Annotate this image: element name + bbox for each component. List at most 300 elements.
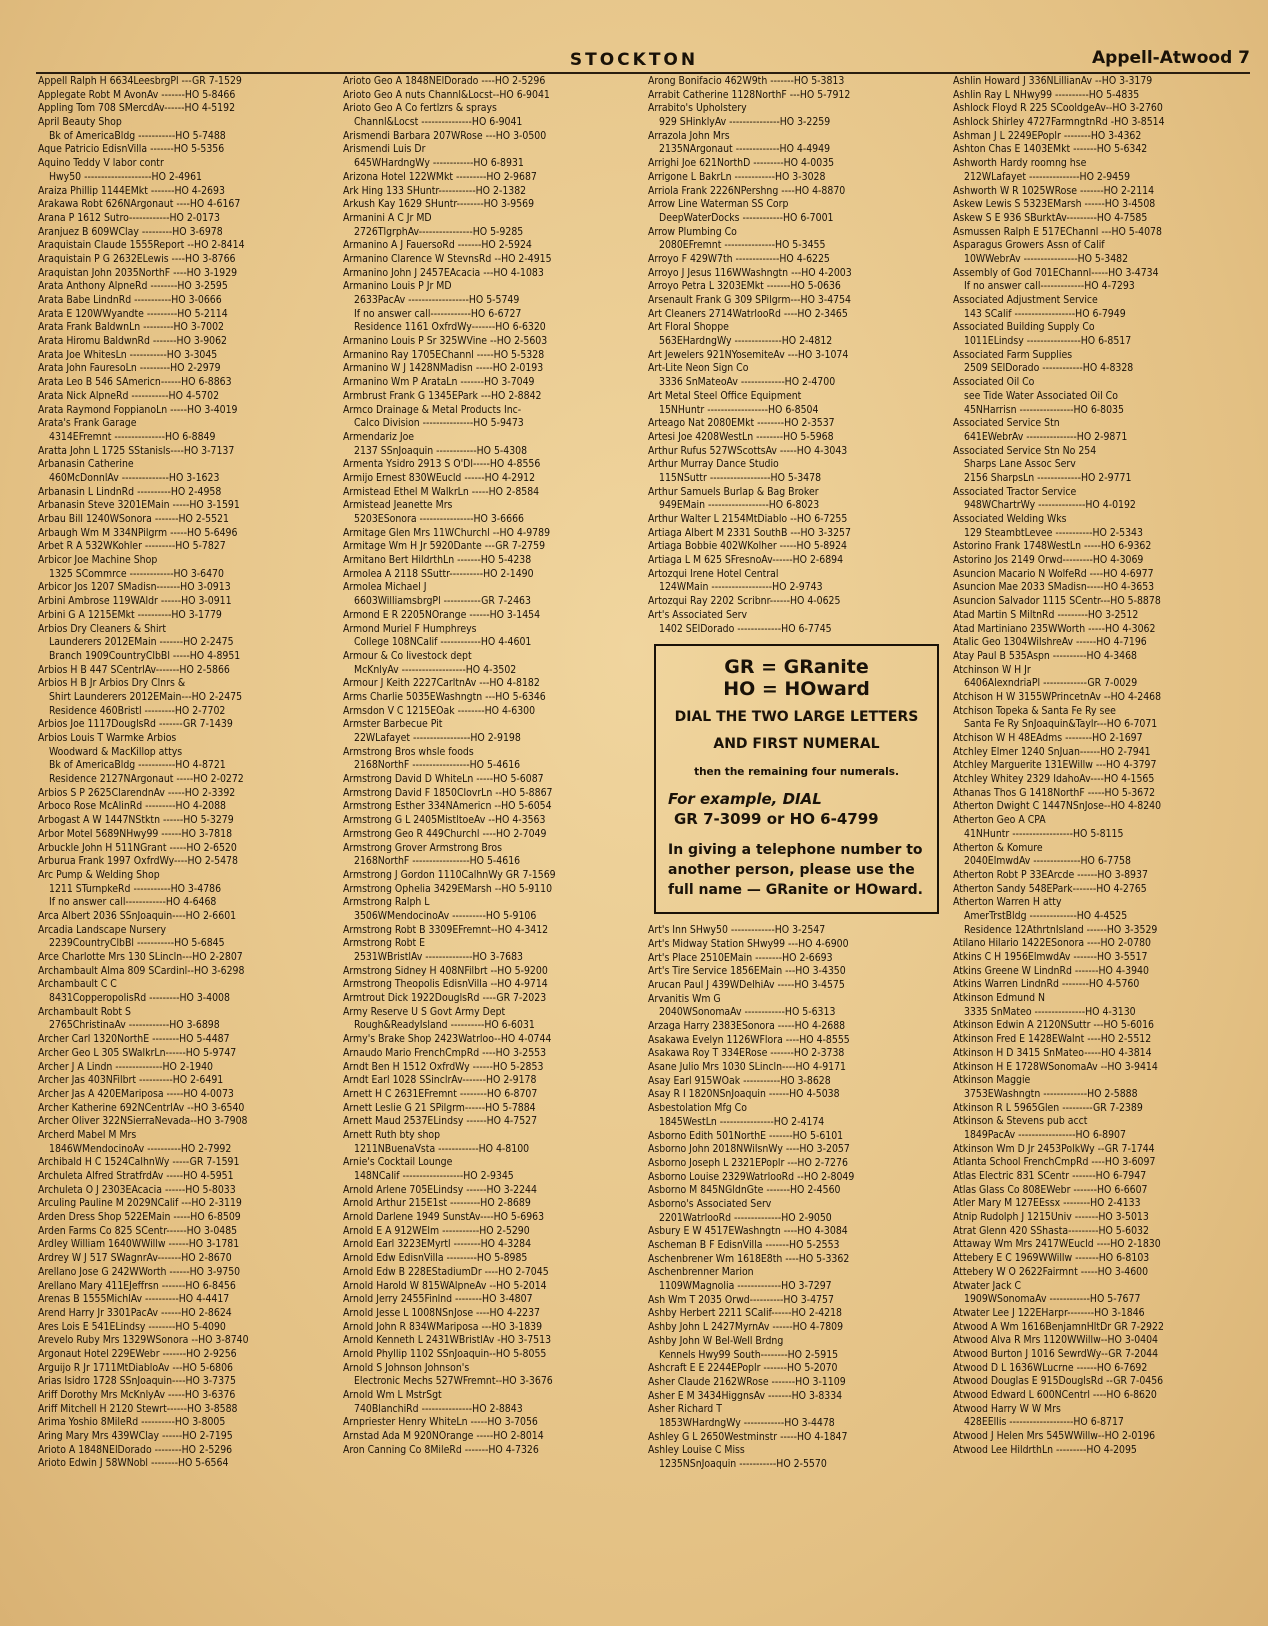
listing-entry: Arbios Dry Cleaners & Shirt	[38, 622, 167, 635]
listing-entry: Asbury E W 4517EWashngtn ----HO 4-3084	[648, 1225, 848, 1238]
listing-continuation: 1011ELindsy ----------------HO 6-8517	[964, 335, 1132, 348]
listing-continuation: 45NHarrisn ----------------HO 6-8035	[964, 403, 1124, 416]
listing-continuation: 929 SHinklyAv ---------------HO 3-2259	[659, 116, 831, 129]
listing-entry: Atkinson Wm D Jr 2453PolkWy --GR 7-1744	[953, 1142, 1155, 1155]
listing-entry: Archerd Mabel M Mrs	[38, 1128, 137, 1141]
listing-continuation: 1325 SCommrce -------------HO 3-6470	[49, 567, 224, 580]
listing-continuation: 2168NorthF -----------------HO 5-4616	[354, 759, 521, 772]
listing-entry: Armstrong Robt B 3309EFremnt--HO 4-3412	[343, 923, 549, 936]
listing-continuation: If no answer call-------------HO 4-7293	[964, 280, 1135, 293]
listing-entry: Arong Bonifacio 462W9th -------HO 5-3813	[648, 75, 845, 87]
listing-continuation: 2765ChristinaAv ------------HO 3-6898	[49, 1019, 220, 1032]
listing-continuation: McKnlyAv -------------------HO 4-3502	[354, 663, 517, 676]
listing-entry: Ashlock Shirley 4727FarmngtnRd -HO 3-8514	[953, 116, 1165, 129]
listing-entry: Associated Tractor Service	[953, 485, 1077, 498]
listing-entry: Artiaga Bobbie 402WKolher -----HO 5-8924	[648, 540, 848, 553]
listing-continuation: 1845WestLn ----------------HO 2-4174	[659, 1115, 825, 1128]
listing-continuation: see Tide Water Associated Oil Co	[964, 389, 1118, 402]
listing-entry: Atchley Whitey 2329 IdahoAv----HO 4-1565	[953, 773, 1155, 786]
city-title: STOCKTON	[569, 50, 699, 70]
listing-entry: Arden Dress Shop 522EMain -----HO 6-8509	[38, 1211, 241, 1224]
notice-example-label: For example, DIAL	[668, 790, 822, 809]
listing-continuation: 148NCalif ------------------HO 2-9345	[354, 1170, 514, 1182]
listing-entry: Armond Muriel F Humphreys	[343, 622, 477, 635]
listing-entry: Arnold Harold W 815WAlpneAv --HO 5-2014	[343, 1279, 547, 1292]
listing-entry: Arnold Kenneth L 2431WBristlAv -HO 3-7513	[343, 1334, 552, 1347]
listing-continuation: 1402 SElDorado -------------HO 6-7745	[659, 622, 832, 635]
listing-entry: Atchley Elmer 1240 SnJuan------HO 2-7941	[953, 745, 1151, 758]
listing-entry: Ashman J L 2249EPoplr --------HO 3-4362	[953, 129, 1142, 142]
listing-entry: Ashlock Floyd R 225 SCooldgeAv--HO 3-2760	[953, 102, 1163, 115]
listing-entry: Atrat Glenn 420 SShasta---------HO 5-6032	[953, 1224, 1149, 1237]
listing-continuation: 5203ESonora ----------------HO 3-6666	[354, 513, 524, 525]
listing-entry: Art-Lite Neon Sign Co	[648, 362, 749, 375]
listing-entry: Armstrong Geo R 449Churchl ----HO 2-7049	[343, 827, 547, 840]
listing-entry: Ariff Dorothy Mrs McKnlyAv -----HO 3-6376	[38, 1389, 236, 1401]
listing-entry: Arburua Frank 1997 OxfrdWy----HO 2-5478	[38, 855, 238, 868]
listing-entry: Asborno M 845NGldnGte -------HO 2-4560	[648, 1184, 841, 1197]
listing-continuation: Woodward & MacKillop attys	[49, 745, 183, 758]
listing-entry: Arismendi Barbara 207WRose ---HO 3-0500	[343, 129, 547, 142]
listing-entry: Atalic Geo 1304WilshreAv ------HO 4-7196	[953, 636, 1147, 649]
listing-entry: Atwood Alva R Mrs 1120WWillw--HO 3-0404	[953, 1334, 1158, 1347]
listing-continuation: 460McDonnlAv --------------HO 3-1623	[49, 471, 220, 484]
listing-entry: Arnpriester Henry WhiteLn -----HO 3-7056	[343, 1416, 538, 1429]
notice-giving-text: In giving a telephone number to another person, please use the full name — GRanite or HOward.	[668, 842, 923, 899]
listing-entry: Ark Hing 133 SHuntr-----------HO 2-1382	[343, 184, 527, 197]
notice-then: then the remaining four numerals.	[694, 766, 899, 779]
column-4	[953, 75, 1252, 1620]
listing-entry: Art's Inn SHwy50 -------------HO 3-2547	[648, 924, 826, 937]
listing-entry: Armond E R 2205NOrange ------HO 3-1454	[343, 608, 541, 621]
listing-entry: Araquistain P G 2632ELewis ----HO 3-8766	[38, 252, 236, 265]
listing-entry: Armanino Clarence W StevnsRd --HO 2-4915	[343, 252, 552, 265]
listing-entry: Arnold S Johnson Johnson's	[343, 1361, 470, 1374]
listing-continuation: 129 SteambtLevee -----------HO 2-5343	[964, 526, 1143, 539]
listing-continuation: 641EWebrAv ---------------HO 2-9871	[964, 430, 1128, 443]
listing-entry: Art Cleaners 2714WatrlooRd ----HO 2-3465	[648, 307, 848, 320]
listing-entry: Armistead Ethel M WalkrLn -----HO 2-8584	[343, 485, 540, 498]
listing-entry: Atwood A Wm 1616BenjamnHltDr GR 7-2922	[953, 1320, 1164, 1333]
listing-continuation: 2156 SharpsLn -------------HO 2-9771	[964, 471, 1132, 484]
listing-entry: Associated Farm Supplies	[953, 348, 1073, 361]
listing-entry: Archer Jas A 420EMariposa -----HO 4-0073	[38, 1087, 234, 1100]
listing-entry: Ashley Louise C Miss	[648, 1444, 745, 1457]
listing-entry: Associated Oil Co	[953, 376, 1035, 389]
listing-entry: Arrabito's Upholstery	[648, 102, 747, 115]
listing-entry: Ardrey W J 517 SWagnrAv-------HO 2-8670	[38, 1252, 232, 1265]
listing-entry: Arrabit Catherine 1128NorthF ---HO 5-7912	[648, 88, 851, 101]
listing-continuation: 2135NArgonaut -------------HO 4-4949	[659, 143, 831, 156]
listing-entry: Ashby Herbert 2211 SCalif------HO 2-4218	[648, 1307, 842, 1320]
listing-entry: Arteago Nat 2080EMkt --------HO 2-3537	[648, 417, 835, 430]
listing-entry: Arbios S P 2625ClarendnAv -----HO 2-3392	[38, 786, 236, 799]
listing-entry: Armstrong Grover Armstrong Bros	[343, 841, 502, 854]
listing-entry: Arthur Murray Dance Studio	[648, 458, 779, 471]
listing-continuation: 949EMain ------------------HO 6-8023	[659, 499, 820, 512]
listing-entry: Ash Wm T 2035 Orwd----------HO 3-4757	[648, 1293, 834, 1306]
listing-entry: Atherton Dwight C 1447NSnJose--HO 4-8240	[953, 800, 1162, 813]
listing-entry: Archambault Robt S	[38, 1005, 131, 1018]
listing-entry: Atkinson H E 1728WSonomaAv --HO 3-9414	[953, 1060, 1158, 1073]
listing-entry: Armsdon V C 1215EOak --------HO 4-6300	[343, 704, 536, 717]
listing-continuation: 948WChartrWy --------------HO 4-0192	[964, 499, 1136, 512]
listing-entry: Atay Paul B 535Aspn ----------HO 4-3468	[953, 649, 1138, 662]
listing-entry: Associated Service Stn	[953, 417, 1060, 430]
listing-entry: Armendariz Joe	[343, 430, 415, 443]
listing-entry: Astorino Jos 2149 Orwd---------HO 4-3069	[953, 554, 1144, 567]
listing-entry: Arata Raymond FoppianoLn -----HO 3-4019	[38, 403, 238, 416]
listing-entry: Archuleta Alfred StratfrdAv -----HO 4-5951	[38, 1170, 234, 1182]
listing-entry: Atwood Harry W W Mrs	[953, 1402, 1061, 1415]
listing-entry: Arizona Hotel 122WMkt ---------HO 2-9687	[343, 170, 537, 183]
listing-entry: Arevelo Ruby Mrs 1329WSonora --HO 3-8740	[38, 1334, 249, 1347]
listing-entry: Arbanasin Steve 3201EMain -----HO 3-1591	[38, 499, 240, 512]
listing-entry: Arioto Geo A nuts Channl&Locst--HO 6-9041	[343, 88, 550, 101]
listing-entry: Arnold Arthur 215E1st ---------HO 2-8689	[343, 1197, 531, 1210]
listing-entry: Armstrong David D WhiteLn -----HO 5-6087	[343, 773, 544, 786]
listing-continuation: 2040WSonomaAv ------------HO 5-6313	[659, 1006, 836, 1019]
listing-entry: Arnold Edw EdisnVilla ---------HO 5-8985	[343, 1252, 528, 1265]
listing-entry: Artozqui Irene Hotel Central	[648, 567, 779, 580]
listing-entry: Aratta John L 1725 SStanisls----HO 3-7137	[38, 444, 235, 457]
listing-entry: Archambault C C	[38, 978, 117, 991]
listing-continuation: AmerTrstBldg --------------HO 4-4525	[964, 909, 1128, 922]
listing-entry: Arndt Ben H 1512 OxfrdWy ------HO 5-2853	[343, 1060, 544, 1073]
listing-entry: Arismendi Luis Dr	[343, 143, 426, 156]
listing-entry: Atkinson & Stevens pub acct	[953, 1115, 1088, 1128]
listing-entry: Atchison Topeka & Santa Fe Ry see	[953, 704, 1116, 717]
listing-entry: Asborno John 2018NWilsnWy ----HO 3-2057	[648, 1143, 850, 1156]
listing-entry: Atchison H W 3155WPrincetnAv --HO 4-2468	[953, 690, 1162, 703]
listing-entry: Asborno Louise 2329WatrlooRd --HO 2-8049	[648, 1170, 855, 1183]
listing-entry: Arculing Pauline M 2029NCalif ---HO 2-3119	[38, 1197, 242, 1210]
listing-continuation: Residence 1161 OxfrdWy-------HO 6-6320	[354, 321, 546, 334]
listing-entry: Ares Lois E 541ELindsy --------HO 5-4090	[38, 1320, 226, 1333]
listing-continuation: College 108NCalif ------------HO 4-4601	[354, 636, 532, 649]
listing-entry: Arbios H B 447 SCentrlAv-------HO 2-5866	[38, 663, 230, 676]
listing-entry: Atkinson R L 5965Glen ---------GR 7-2389	[953, 1101, 1143, 1114]
listing-continuation: Residence 460Bristl ---------HO 2-7702	[49, 704, 226, 717]
listing-entry: Aschenbrener Wm 1618E8th ----HO 5-3362	[648, 1252, 850, 1265]
listing-entry: Armanino A J FauersoRd -------HO 2-5924	[343, 239, 532, 252]
listing-entry: Atherton Robt P 33EArcde ------HO 3-8937	[953, 868, 1148, 881]
listing-continuation: 563EHardngWy --------------HO 2-4812	[659, 335, 833, 348]
column-3-bottom	[648, 924, 947, 1472]
listing-entry: Assembly of God 701EChannl-----HO 3-4734	[953, 266, 1159, 279]
listing-entry: Aron Canning Co 8MileRd -------HO 4-7326	[343, 1443, 539, 1456]
listing-entry: Associated Adjustment Service	[953, 294, 1098, 306]
listing-entry: Atwater Jack C	[953, 1279, 1022, 1292]
listing-entry: Arellano Mary 411EJeffrsn -------HO 6-8456	[38, 1279, 236, 1292]
listing-entry: Arsenault Frank G 309 SPilgrm---HO 3-4754	[648, 294, 852, 306]
listing-continuation: 2080EFremnt ---------------HO 5-3455	[659, 239, 826, 252]
listing-continuation: 2168NorthF -----------------HO 5-4616	[354, 855, 521, 868]
listing-entry: Armistead Jeanette Mrs	[343, 499, 453, 512]
listing-entry: Arana P 1612 Sutro------------HO 2-0173	[38, 211, 220, 224]
listing-entry: Arnold Jesse L 1008NSnJose ----HO 4-2237	[343, 1306, 541, 1319]
listing-entry: Arce Charlotte Mrs 130 SLincln---HO 2-2807	[38, 951, 243, 963]
listing-entry: Arguijo R Jr 1711MtDiabloAv ---HO 5-6806	[38, 1361, 233, 1374]
listing-entry: Argonaut Hotel 229EWebr -------HO 2-9256	[38, 1347, 237, 1360]
listing-entry: Arata Babe LindnRd -----------HO 3-0666	[38, 294, 222, 306]
listing-entry: Attebery E C 1969WWillw -------HO 6-8103	[953, 1252, 1150, 1265]
listing-entry: Arthur Rufus 527WScottsAv -----HO 4-3043	[648, 444, 848, 457]
listing-entry: Arbini G A 1215EMkt ----------HO 3-1779	[38, 608, 222, 621]
listing-entry: Arc Pump & Welding Shop	[38, 868, 160, 881]
listing-entry: Arata's Frank Garage	[38, 417, 137, 430]
listing-entry: Arata John FauresoLn ---------HO 2-2979	[38, 362, 221, 375]
listing-entry: Arioto Geo A 1848NElDorado ----HO 2-5296	[343, 75, 546, 87]
listing-entry: Arnold Wm L MstrSgt	[343, 1389, 442, 1401]
listing-entry: Armitano Bert HildrthLn -------HO 5-4238	[343, 554, 532, 567]
listing-entry: Archambault Alma 809 SCardinl--HO 3-6298	[38, 964, 245, 977]
listing-entry: Arnold Jerry 2455Finlnd --------HO 3-4807	[343, 1293, 533, 1306]
listing-entry: Atwater Lee J 122EHarpr--------HO 3-1846	[953, 1306, 1145, 1319]
listing-entry: Arden Farms Co 825 SCentr------HO 3-0485	[38, 1224, 238, 1237]
listing-entry: Armbrust Frank G 1345EPark ---HO 2-8842	[343, 389, 542, 402]
listing-entry: Atkinson Edwin A 2120NSuttr ---HO 5-6016	[953, 1019, 1154, 1032]
listing-entry: Ashlin Ray L NHwy99 ----------HO 5-4835	[953, 88, 1140, 101]
listing-entry: Atherton Warren H atty	[953, 896, 1062, 909]
listing-entry: Arroyo J Jesus 116WWashngtn ---HO 4-2003	[648, 266, 852, 279]
listing-entry: Arroyo Petra L 3203EMkt -------HO 5-0636	[648, 280, 841, 293]
listing-continuation: Bk of AmericaBldg -----------HO 4-8721	[49, 759, 226, 772]
listing-entry: Ashworth W R 1025WRose -------HO 2-2114	[953, 184, 1155, 197]
listing-entry: Atkinson Maggie	[953, 1074, 1031, 1087]
column-1	[38, 75, 337, 1620]
listing-entry: Atler Mary M 127EEssx --------HO 2-4133	[953, 1197, 1141, 1210]
column-2	[343, 75, 642, 1620]
listing-continuation: 10WWebrAv ----------------HO 5-3482	[964, 252, 1129, 265]
listing-entry: Arrow Plumbing Co	[648, 225, 737, 238]
listing-entry: Asher E M 3434HiggnsAv -------HO 3-8334	[648, 1389, 843, 1402]
listing-entry: Arriola Frank 2226NPershng ----HO 4-8870	[648, 184, 846, 197]
listing-entry: Arata Hiromu BaldwnRd -------HO 3-9062	[38, 335, 228, 348]
listing-entry: Atkinson Edmund N	[953, 992, 1045, 1005]
listing-entry: Arima Yoshio 8MileRd ----------HO 3-8005	[38, 1416, 226, 1429]
listing-entry: Arnaudo Mario FrenchCmpRd ----HO 3-2553	[343, 1046, 547, 1059]
listing-entry: Arbau Bill 1240WSonora -------HO 2-5521	[38, 513, 229, 525]
listing-continuation: Santa Fe Ry SnJoaquin&Taylr---HO 6-7071	[964, 718, 1158, 731]
listing-entry: Asuncion Mae 2033 SMadisn-----HO 4-3653	[953, 581, 1155, 594]
listing-entry: Ashworth Hardy roomng hse	[953, 157, 1087, 170]
notice-dial-line-1: DIAL THE TWO LARGE LETTERS	[674, 709, 919, 726]
listing-entry: Aquino Teddy V labor contr	[38, 157, 164, 170]
listing-entry: Atwood Lee HildrthLn ---------HO 4-2095	[953, 1443, 1137, 1456]
listing-entry: Arcadia Landscape Nursery	[38, 923, 167, 936]
listing-entry: Appell Ralph H 6634LeesbrgPl ---GR 7-1529	[38, 75, 242, 87]
listing-entry: Armanino John J 2457EAcacia ---HO 4-1083	[343, 266, 544, 279]
listing-entry: Art Jewelers 921NYosemiteAv ---HO 3-1074	[648, 348, 849, 361]
listing-entry: Asher Claude 2162WRose -------HO 3-1109	[648, 1375, 846, 1388]
listing-entry: Asuncion Macario N WolfeRd ----HO 4-6977	[953, 567, 1154, 580]
listing-entry: Associated Welding Wks	[953, 513, 1067, 525]
listing-entry: Arthur Walter L 2154MtDiablo --HO 6-7255	[648, 513, 848, 525]
listing-entry: Atherton Sandy 548EPark-------HO 4-2765	[953, 882, 1147, 895]
listing-continuation: 6603WilliamsbrgPl -----------GR 7-2463	[354, 595, 531, 608]
listing-entry: Asbestolation Mfg Co	[648, 1102, 747, 1115]
listing-entry: Atwood D L 1636WLucrne ------HO 6-7692	[953, 1361, 1148, 1374]
listing-continuation: Calco Division ---------------HO 5-9473	[354, 417, 524, 430]
listing-entry: Aranjuez B 609WClay ---------HO 3-6978	[38, 225, 223, 238]
listing-entry: Asay Earl 915WOak -----------HO 3-8628	[648, 1074, 831, 1087]
listing-entry: Arndt Earl 1028 SSinclrAv-------HO 2-9178	[343, 1074, 537, 1087]
listing-entry: Arrow Line Waterman SS Corp	[648, 198, 789, 211]
listing-entry: Asher Richard T	[648, 1403, 722, 1416]
listing-entry: Art's Tire Service 1856EMain ---HO 3-4350	[648, 965, 846, 978]
listing-entry: Armster Barbecue Pit	[343, 718, 443, 731]
listing-continuation: 124WMain ------------------HO 2-9743	[659, 581, 823, 594]
listing-entry: Ardley William 1640WWillw ------HO 3-1781	[38, 1238, 240, 1251]
column-3	[648, 75, 947, 1620]
listing-entry: Atad Martiniano 235WWorth -----HO 4-3062	[953, 622, 1156, 635]
listing-entry: Arnett Leslie G 21 SPilgrm------HO 5-7884	[343, 1101, 536, 1114]
listing-entry: Atchinson W H Jr	[953, 663, 1031, 676]
listing-entry: Army's Brake Shop 2423Watrloo--HO 4-0744	[343, 1033, 552, 1046]
listing-continuation: 8431CopperopolisRd ---------HO 3-4008	[49, 992, 230, 1005]
listing-continuation: 1909WSonomaAv ------------HO 5-7677	[964, 1293, 1141, 1306]
listing-entry: Arias Isidro 1728 SSnJoaquin----HO 3-7375	[38, 1375, 236, 1388]
listing-entry: Arata Leo B 546 SAmericn------HO 6-8863	[38, 376, 232, 389]
listing-continuation: 2509 SElDorado ------------HO 4-8328	[964, 362, 1134, 375]
listing-entry: Archuleta O J 2303EAcacia ------HO 5-8033	[38, 1183, 236, 1196]
listing-entry: Armanino Wm P ArataLn -------HO 3-7049	[343, 376, 535, 389]
listing-entry: Atkins C H 1956ElmwdAv -------HO 3-5517	[953, 951, 1148, 963]
listing-entry: Armstrong Ralph L	[343, 896, 430, 909]
listing-continuation: Launderers 2012EMain -------HO 2-2475	[49, 636, 234, 649]
listing-entry: Arbaugh Wm M 334NPilgrm -----HO 5-6496	[38, 526, 238, 539]
listing-entry: Arend Harry Jr 3301PacAv ------HO 2-8624	[38, 1306, 232, 1319]
listing-entry: Armolea A 2118 SSuttr----------HO 2-1490	[343, 567, 534, 580]
listing-entry: Atkins Warren LindnRd --------HO 4-5760	[953, 978, 1140, 991]
notice-howard: HO = HOward	[723, 678, 870, 701]
listing-entry: Arnstad Ada M 920NOrange -----HO 2-8014	[343, 1430, 544, 1443]
listing-entry: Arboco Rose McAlinRd ---------HO 4-2088	[38, 800, 226, 813]
listing-entry: Armenta Ysidro 2913 S O'Dl-----HO 4-8556	[343, 458, 541, 471]
listing-continuation: 1211 STurnpkeRd -----------HO 3-4786	[49, 882, 222, 895]
listing-continuation: 3506WMendocinoAv ----------HO 5-9106	[354, 909, 537, 922]
listing-entry: Armanini A C Jr MD	[343, 211, 432, 224]
listing-entry: April Beauty Shop	[38, 116, 122, 129]
listing-entry: Ashley G L 2650Westminstr -----HO 4-1847	[648, 1430, 848, 1443]
listing-entry: Associated Building Supply Co	[953, 321, 1095, 334]
listing-entry: Archibald H C 1524CalhnWy -----GR 7-1591	[38, 1156, 240, 1169]
listing-entry: Askew S E 936 SBurktAv---------HO 4-7585	[953, 211, 1148, 224]
listing-entry: Arnold Phyllip 1102 SSnJoaquin--HO 5-8055	[343, 1347, 547, 1360]
listing-entry: Arbuckle John H 511NGrant -----HO 2-6520	[38, 841, 237, 854]
listing-entry: Armstrong Sidney H 408NFilbrt --HO 5-9200	[343, 964, 548, 977]
listing-entry: Arnett H C 2631EFremnt --------HO 6-8707	[343, 1087, 538, 1100]
listing-entry: Araquistan John 2035NorthF ----HO 3-1929	[38, 266, 238, 279]
listing-entry: Ashby John W Bel-Well Brdng	[648, 1334, 784, 1347]
listing-entry: Attebery W O 2622Fairmnt -----HO 3-4600	[953, 1265, 1149, 1278]
listing-entry: Armanino Louis P Jr MD	[343, 280, 452, 293]
listing-entry: Asborno's Associated Serv	[648, 1197, 772, 1210]
listing-continuation: 1853WHardngWy ------------HO 3-4478	[659, 1416, 835, 1429]
listing-entry: Astorino Frank 1748WestLn -----HO 6-9362	[953, 540, 1152, 553]
column-3-top	[648, 75, 947, 636]
listing-entry: Arbios H B Jr Arbios Dry Clnrs &	[38, 677, 186, 690]
listing-entry: Arbicor Jos 1207 SMadisn-------HO 3-0913	[38, 581, 231, 594]
listing-entry: Araiza Phillip 1144EMkt -------HO 4-2693	[38, 184, 225, 197]
listing-entry: Arnold Earl 3223EMyrtl --------HO 4-3284	[343, 1238, 532, 1251]
listing-entry: Armstrong Theopolis EdisnVilla --HO 4-9714	[343, 978, 548, 991]
listing-entry: Art Floral Shoppe	[648, 321, 729, 334]
listing-entry: Arbanasin L LindnRd ----------HO 2-4958	[38, 485, 222, 498]
listing-entry: Arzaga Harry 2383ESonora -----HO 4-2688	[648, 1020, 846, 1032]
listing-continuation: Channl&Locst ---------------HO 6-9041	[354, 116, 523, 129]
listing-entry: Athanas Thos G 1418NorthF -----HO 5-3672	[953, 786, 1156, 799]
listing-continuation: 212WLafayet ---------------HO 2-9459	[964, 170, 1131, 183]
listing-entry: Arakawa Robt 626NArgonaut ----HO 4-6167	[38, 198, 241, 211]
listing-entry: Armstrong Ophelia 3429EMarsh --HO 5-9110	[343, 882, 553, 895]
listing-entry: Ashcraft E E 2244EPoplr -------HO 5-2070	[648, 1362, 838, 1375]
listing-continuation: 2239CountryClbBl -----------HO 5-6845	[49, 937, 225, 950]
listing-entry: Arata Frank BaldwnLn ---------HO 3-7002	[38, 321, 224, 334]
listing-entry: Armijo Ernest 830WEucld ------HO 4-2912	[343, 471, 536, 484]
listing-entry: Art's Place 2510EMain --------HO 2-6693	[648, 951, 833, 964]
listing-continuation: 143 SCalif ------------------HO 6-7949	[964, 307, 1126, 320]
listing-entry: Asakawa Roy T 334ERose -------HO 2-3738	[648, 1047, 845, 1060]
header-rule	[36, 72, 1250, 74]
listing-entry: Ashby John L 2427MyrnAv ------HO 4-7809	[648, 1321, 844, 1334]
listing-continuation: 1849PacAv -----------------HO 6-8907	[964, 1128, 1126, 1141]
listing-continuation: Bk of AmericaBldg -----------HO 5-7488	[49, 129, 226, 142]
listing-entry: Asborno Edith 501NorthE -------HO 5-6101	[648, 1129, 844, 1142]
listing-entry: Armstrong Robt E	[343, 937, 426, 950]
listing-entry: Atherton Geo A CPA	[953, 814, 1046, 827]
listing-entry: Aschenbrenner Marion	[648, 1266, 754, 1279]
listing-entry: Atwood J Helen Mrs 545WWillw--HO 2-0196	[953, 1430, 1156, 1443]
listing-entry: Atchison W H 48EAdms --------HO 2-1697	[953, 732, 1143, 744]
listing-entry: Asane Julio Mrs 1030 SLincln----HO 4-9171	[648, 1061, 846, 1074]
listing-entry: Arbet R A 532WKohler ---------HO 5-7827	[38, 540, 226, 553]
listing-entry: Armstrong Bros whsle foods	[343, 745, 474, 758]
listing-entry: Archer Jas 403NFilbrt ----------HO 2-6491	[38, 1074, 224, 1087]
listing-continuation: Rough&ReadyIsland ----------HO 6-6031	[354, 1019, 535, 1032]
listing-entry: Arbanasin Catherine	[38, 458, 134, 471]
listing-entry: Asparagus Growers Assn of Calif	[953, 239, 1105, 252]
listing-continuation: Residence 2127NArgonaut -----HO 2-0272	[49, 773, 244, 786]
listing-entry: Arrazola John Mrs	[648, 129, 730, 142]
listing-entry: Asuncion Salvador 1115 SCentr---HO 5-8878	[953, 595, 1161, 608]
listing-entry: Arnold E A 912WElm -----------HO 2-5290	[343, 1224, 530, 1237]
listing-continuation: 1211NBuenaVsta ------------HO 4-8100	[354, 1142, 530, 1155]
listing-entry: Armour J Keith 2227CarltnAv ---HO 4-8182	[343, 677, 540, 690]
listing-entry: Arioto Edwin J 58WNobl --------HO 5-6564	[38, 1457, 229, 1470]
directory-columns	[38, 75, 1252, 1620]
listing-entry: Armitage Wm H Jr 5920Dante ---GR 7-2759	[343, 540, 546, 553]
listing-entry: Arbini Ambrose 119WAldr ------HO 3-0911	[38, 595, 232, 608]
listing-entry: Aque Patricio EdisnVilla -------HO 5-5356	[38, 143, 225, 156]
listing-entry: Armco Drainage & Metal Products Inc-	[343, 403, 522, 416]
listing-continuation: 428EEllis -------------------HO 6-8717	[964, 1416, 1124, 1429]
listing-entry: Arkush Kay 1629 SHuntr--------HO 3-9569	[343, 198, 535, 211]
listing-continuation: 15NHuntr ------------------HO 6-8504	[659, 403, 819, 416]
listing-entry: Armstrong G L 2405MistltoeAv --HO 4-3563	[343, 814, 546, 827]
listing-entry: Archer Carl 1320NorthE --------HO 5-4487	[38, 1033, 230, 1046]
listing-entry: Armstrong Esther 334NAmericn --HO 5-6054	[343, 800, 552, 813]
listing-entry: Arnett Maud 2537ELindsy ------HO 4-7527	[343, 1115, 538, 1128]
listing-entry: Atilano Hilario 1422ESonora ----HO 2-0780	[953, 937, 1151, 950]
listing-entry: Atlas Glass Co 808EWebr -------HO 6-6607	[953, 1183, 1148, 1196]
listing-entry: Ariff Mitchell H 2120 Stewrt------HO 3-8588	[38, 1402, 238, 1415]
listing-entry: Arthur Samuels Burlap & Bag Broker	[648, 485, 819, 498]
listing-entry: Arioto Geo A Co fertlzrs & sprays	[343, 102, 497, 115]
listing-entry: Arbor Motel 5689NHwy99 ------HO 3-7818	[38, 827, 233, 840]
listing-continuation: 2633PacAv ------------------HO 5-5749	[354, 294, 520, 306]
